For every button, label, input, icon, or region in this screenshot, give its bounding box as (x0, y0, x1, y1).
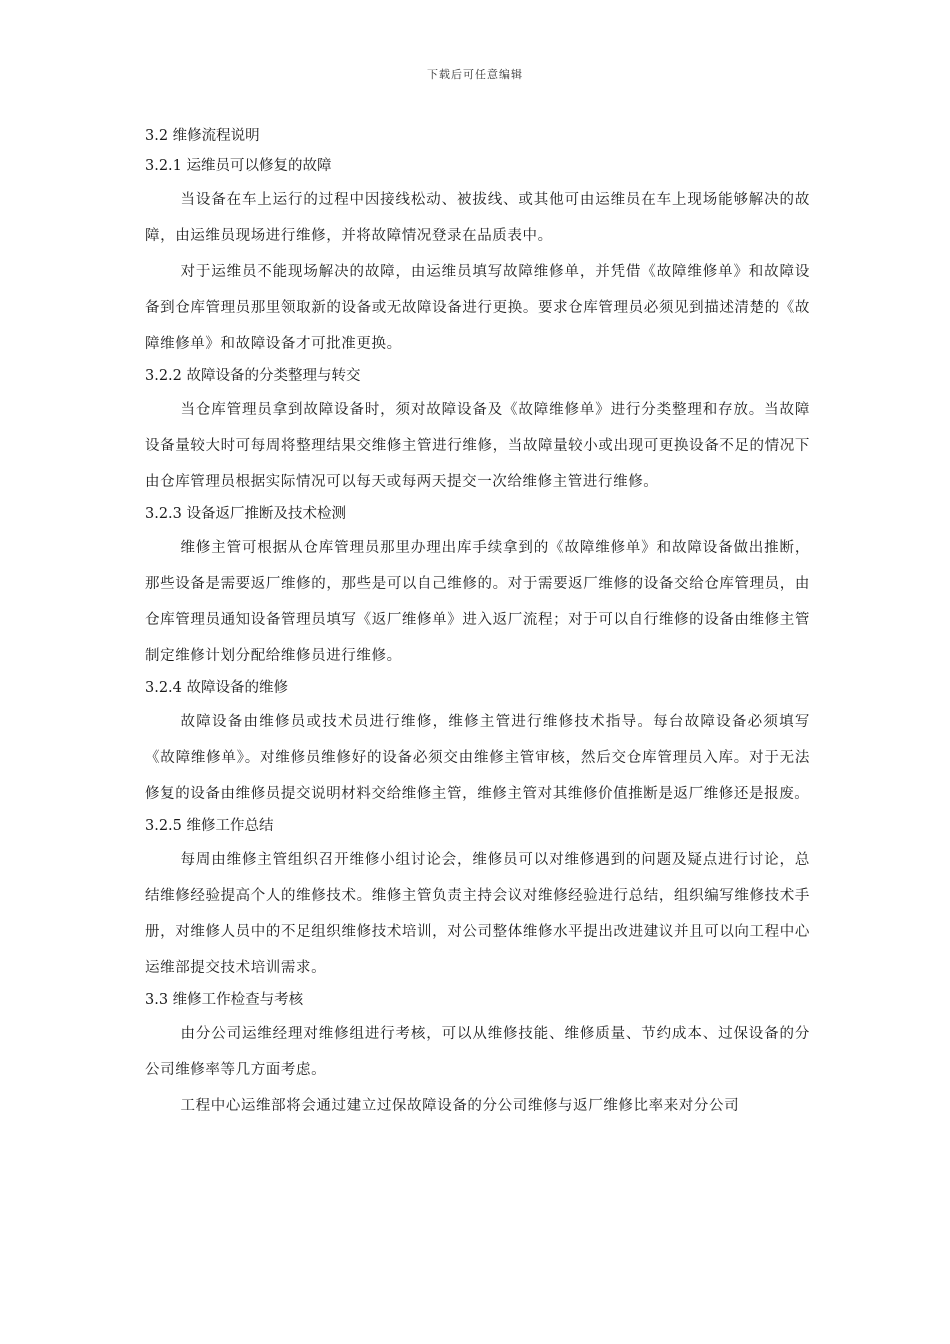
section-heading: 3.2.5 维修工作总结 (145, 818, 274, 834)
paragraph: 维修主管可根据从仓库管理员那里办理出库手续拿到的《故障维修单》和故障设备做出推断，那些设备是需要返厂维修的，那些是可以自己维修的。对于需要返厂维修的设备交给仓库管理员，由仓库管理员通知设备管理员填写《返厂维修单》进入返厂流程；对于可以自行维修的设备由维修主管制定维修计划分配给维修员进行维修。 (145, 540, 810, 664)
section-heading: 3.2.1 运维员可以修复的故障 (145, 158, 332, 174)
download-note: 下载后可任意编辑 (427, 68, 523, 81)
section-heading: 3.3 维修工作检查与考核 (145, 992, 304, 1008)
paragraph: 当设备在车上运行的过程中因接线松动、被拔线、或其他可由运维员在车上现场能够解决的故障，由运维员现场进行维修，并将故障情况登录在品质表中。 (145, 192, 810, 244)
section-heading: 3.2 维修流程说明 (145, 128, 260, 144)
section-heading: 3.2.2 故障设备的分类整理与转交 (145, 368, 361, 384)
paragraph: 每周由维修主管组织召开维修小组讨论会，维修员可以对维修遇到的问题及疑点进行讨论，总结维修经验提高个人的维修技术。维修主管负责主持会议对维修经验进行总结，组织编写维修技术手册，对维修人员中的不足组织维修技术培训，对公司整体维修水平提出改进建议并且可以向工程中心运维部提交技术培训需求。 (145, 852, 810, 976)
paragraph: 由分公司运维经理对维修组进行考核，可以从维修技能、维修质量、节约成本、过保设备的分公司维修率等几方面考虑。 (145, 1026, 810, 1078)
paragraph: 故障设备由维修员或技术员进行维修，维修主管进行维修技术指导。每台故障设备必须填写《故障维修单》。对维修员维修好的设备必须交由维修主管审核，然后交仓库管理员入库。对于无法修复的设备由维修员提交说明材料交给维修主管，维修主管对其维修价值推断是返厂维修还是报废。 (145, 714, 810, 802)
paragraph: 当仓库管理员拿到故障设备时，须对故障设备及《故障维修单》进行分类整理和存放。当故障设备量较大时可每周将整理结果交维修主管进行维修，当故障量较小或出现可更换设备不足的情况下由仓库管理员根据实际情况可以每天或每两天提交一次给维修主管进行维修。 (145, 402, 810, 490)
paragraph: 对于运维员不能现场解决的故障，由运维员填写故障维修单，并凭借《故障维修单》和故障设备到仓库管理员那里领取新的设备或无故障设备进行更换。要求仓库管理员必须见到描述清楚的《故障维修单》和故障设备才可批准更换。 (145, 264, 810, 352)
section-heading: 3.2.4 故障设备的维修 (145, 680, 289, 696)
section-heading: 3.2.3 设备返厂推断及技术检测 (145, 506, 347, 522)
paragraph: 工程中心运维部将会通过建立过保故障设备的分公司维修与返厂维修比率来对分公司 (180, 1098, 740, 1114)
document-body (145, 122, 810, 1124)
